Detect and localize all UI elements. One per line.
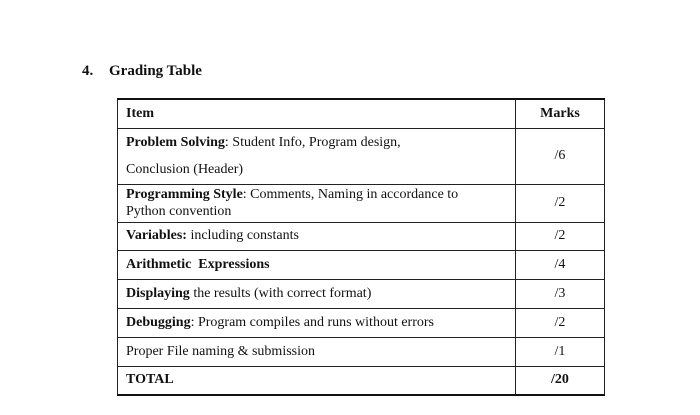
marks-cell: /2 [516, 184, 605, 222]
section-heading [82, 63, 202, 80]
item-description: Proper File naming & submission [126, 343, 315, 359]
marks-cell: /1 [516, 337, 605, 366]
table-row [118, 279, 605, 308]
section-number: 4. [82, 63, 94, 79]
marks-cell: /2 [516, 222, 605, 250]
item-cell [118, 308, 516, 337]
marks-cell: /3 [516, 279, 605, 308]
table-row [118, 128, 605, 184]
total-marks: /20 [516, 366, 605, 395]
item-bold-label: Displaying [126, 285, 190, 301]
item-bold-label: Debugging [126, 314, 191, 330]
marks-cell: /4 [516, 250, 605, 279]
item-bold-label: Problem Solving [126, 135, 225, 150]
item-description-line2: Python convention [126, 204, 232, 219]
item-column-header: Item [118, 99, 516, 128]
item-bold-label: Arithmetic Expressions [126, 256, 270, 272]
item-description: including constants [186, 228, 299, 243]
marks-cell: /2 [516, 308, 605, 337]
table-row [118, 337, 605, 366]
item-description: : Comments, Naming in accordance to [242, 187, 459, 202]
section-title: Grading Table [109, 63, 202, 79]
table-row [118, 308, 605, 337]
marks-column-header: Marks [516, 99, 605, 128]
item-bold-label: Programming Style [126, 187, 243, 202]
table-row [118, 250, 605, 279]
total-row [118, 366, 605, 395]
item-description: : Program compiles and runs without errors [190, 314, 434, 330]
item-description: : Student Info, Program design, [224, 135, 401, 150]
grading-table [117, 98, 605, 396]
item-description-line2: Conclusion (Header) [126, 162, 244, 177]
item-cell [118, 128, 516, 184]
table-header-row [118, 99, 605, 128]
table-row [118, 222, 605, 250]
item-bold-label: Variables: [126, 228, 187, 243]
marks-cell: /6 [516, 128, 605, 184]
item-description: the results (with correct format) [189, 285, 372, 301]
item-cell [118, 222, 516, 250]
item-cell [118, 337, 516, 366]
item-cell [118, 250, 516, 279]
table-row [118, 184, 605, 222]
item-cell [118, 184, 516, 222]
item-cell [118, 279, 516, 308]
total-label: TOTAL [118, 366, 516, 395]
